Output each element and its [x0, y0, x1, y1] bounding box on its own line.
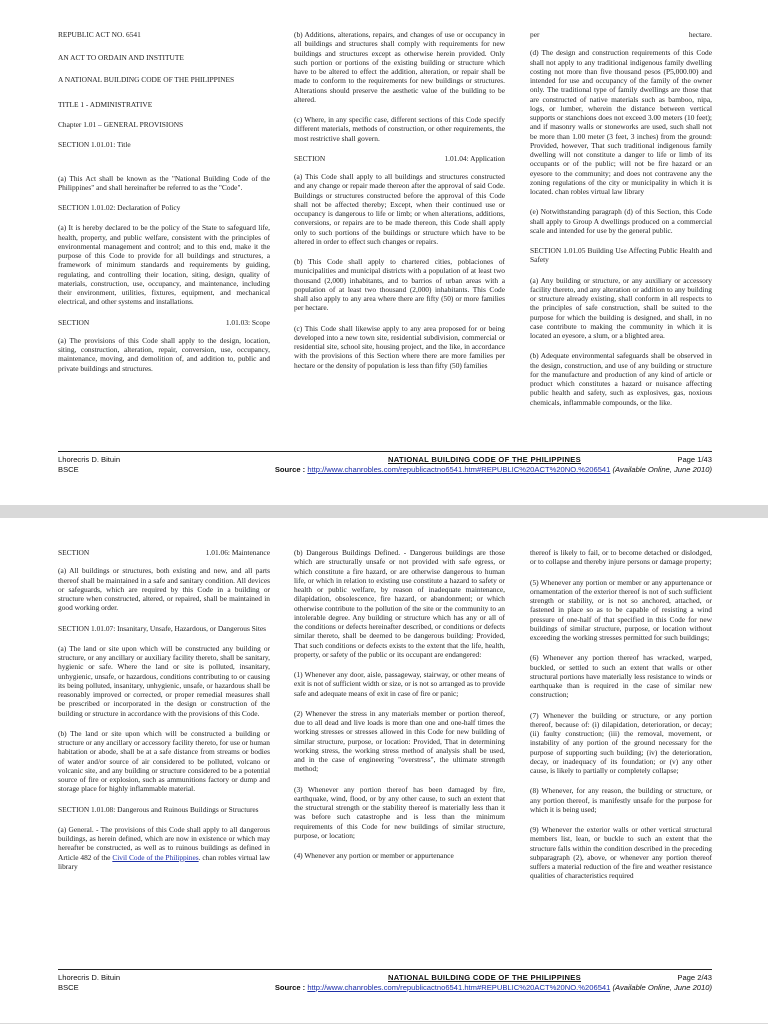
paragraph-text: . chan robles virtual law library [58, 852, 270, 871]
section-title: 1.01.04: Application [444, 153, 505, 163]
section-title: 1.01.06: Maintenance [205, 548, 270, 557]
section-label: SECTION [294, 153, 326, 163]
page1-column-2 [294, 30, 505, 377]
paragraph: (b) The land or site upon which will be constructed a building or structure or any ancillary or accessory facility thereto, for use or human habitation or abode, shall be at a safe distance from streams or bodies of water and/or source of air considered to be polluted, volcano or volcanic site, and any building or structure considered to be a potential source of fire or explosion, such as ammunitions factory or dump and storage place for highly inflammable material. [58, 728, 270, 794]
section-heading: SECTION 1.01.01: Title [58, 140, 131, 150]
source-link[interactable]: http://www.chanrobles.com/republicactno6541.htm#REPUBLIC%20ACT%20NO.%206541 [307, 983, 611, 992]
page2-column-3 [530, 548, 712, 888]
footer-source [275, 465, 712, 475]
source-link[interactable]: http://www.chanrobles.com/republicactno6541.htm#REPUBLIC%20ACT%20NO.%206541 [307, 465, 611, 474]
title-heading: TITLE 1 - ADMINISTRATIVE [58, 99, 153, 109]
chapter-heading: Chapter 1.01 – GENERAL PROVISIONS [58, 120, 184, 129]
footer-document-title: NATIONAL BUILDING CODE OF THE PHILIPPINES [388, 455, 582, 464]
paragraph: (a) This Code shall apply to all buildings and structures constructed and any change or repair made thereon after the approval of said Code. Buildings or structures constructed before the approval of this Code shall not be affected thereby; Except, when their continued use or occupancy is dangerous to life or limb; or when alterations, additions, conversions, or repairs are to be made thereon, this Code shall apply only to such portions of the buildings or structure which have to be altered in order to effect such changes or repairs. [294, 172, 505, 246]
civil-code-link[interactable]: Civil Code of the Philippines [112, 852, 199, 862]
paragraph: (3) Whenever any portion thereof has been damaged by fire, earthquake, wind, flood, or by any other cause, to such an extent that the structural strength or the stability thereof is materially less than it was before such catastrophe and is less than the minimum requirements of this Code for new buildings of similar structure, purpose, or location; [294, 784, 505, 840]
source-label: Source : [274, 983, 308, 992]
paragraph: (9) Whenever the exterior walls or other vertical structural members list, lean, or buckle to such an extent that the structure falls within the condition described in the preceding subparagraph (2), above, or whenever any portion thereof suffers a material reduction of the fire and weather resistance qualities of characteristics required [530, 825, 712, 881]
paragraph: (b) Dangerous Buildings Defined. - Dangerous buildings are those which are structurally unsafe or not provided with safe egress, or which constitute a fire hazard, or are otherwise dangerous to human life, or which in relation to existing use constitute a hazard to safety or health or public welfare, by reason of inadequate maintenance, dilapidation, obsolescence, fire hazard, or abandonment; or which otherwise contribute to the pollution of the site or the community to an intolerable degree. Any building or structure which has any or all of the conditions or defects hereinafter described, or conditions or defects similar thereto, shall be deemed to be dangerous building: Provided, That such conditions or defects exists to the extent that the life, health, property, or safety of the public or its occupant are endangered: [294, 548, 505, 659]
paragraph: (4) Whenever any portion or member or appurtenance [294, 851, 454, 860]
paragraph: (2) Whenever the stress in any materials member or portion thereof, due to all dead and live loads is more than one and one-half times the working stresses or stresses allowed in this Code for new building of similar structure, purpose, or location: Provided, That in determining working stress, the working stress method of analysis shall be used, and in the case of engineering "overstress", the ultimate strength method; [294, 708, 505, 774]
paragraph: (a) The land or site upon which will be constructed any building or structure, or any ancillary or auxiliary facility thereto, shall be sanitary, hygienic or safe. Where the land or site is polluted, insanitary, unhygienic, unsafe, or hazardous, conditions contributing to or causing its being polluted, insanitary, unhygienic, unsafe, or hazardous shall be reasonably improved or corrected, or proper remedial measures shall be prescribed or incorporated in the design or construction of the building or structure in accordance with the provisions of this Code. [58, 643, 270, 718]
footer-author: Lhorecris D. Bituin [58, 455, 121, 464]
act-number: REPUBLIC ACT NO. 6541 [58, 30, 141, 39]
section-heading: SECTION 1.01.08: Dangerous and Ruinous Buildings or Structures [58, 804, 259, 814]
section-heading [58, 318, 270, 327]
paragraph: (b) Adequate environmental safeguards shall be observed in the design, construction, and use of any building or structure for the manufacture and production of any kind of article or product which constitutes a hazard or nuisance affecting public health and safety, such as explosives, gas, noxious chemicals, inflammable compounds, or the like. [530, 351, 712, 407]
paragraph-text: (a) General. - The provisions of this Code shall apply to all dangerous buildings, as herein defined, which are now in existence or which may hereafter be constructed, as well as to ruinous buildings as defined in Article 482 of the [58, 824, 270, 862]
paragraph: (6) Whenever any portion thereof has wracked, warped, buckled, or settled to such an extent that walls or other structural portions have materially less resistance to winds or earthquake than is required in the case of similar new construction; [530, 653, 712, 700]
paragraph: (e) Notwithstanding paragraph (d) of this Section, this Code shall apply to Group A dwellings produced on a commercial scale and intended for use by the general public. [530, 207, 712, 235]
paragraph: (b) This Code shall apply to chartered cities, poblaciones of municipalities and municipal districts with a population of at least two thousand (2,000) inhabitants, and to barrios of urban areas with a population of at least two thousand (2,000) inhabitants. This Code shall also apply to any area where there are fifty (50) or more families per hectare. [294, 257, 505, 313]
paragraph: (b) Additions, alterations, repairs, and changes of use or occupancy in all buildings and structures shall comply with requirements for new buildings and structures except as otherwise herein provided. Only such portion or portions of the existing building or structure which have to be altered to effect the addition, alteration, or repair shall be made to conform to the requirements for new buildings or structures. Alterations should preserve the aesthetic value of the building to be altered. [294, 30, 505, 104]
source-label: Source : [274, 465, 308, 474]
act-title-line-2: A NATIONAL BUILDING CODE OF THE PHILIPPINES [58, 74, 235, 84]
page-number: Page 1/43 [677, 455, 712, 464]
paragraph: (a) This Act shall be known as the "National Building Code of the Philippines" and shall hereinafter be referred to as the "Code". [58, 173, 270, 192]
page2-column-1 [58, 548, 270, 878]
section-heading: SECTION 1.01.02: Declaration of Policy [58, 203, 181, 212]
document-page-2 [0, 518, 768, 1023]
footer-course: BSCE [58, 465, 79, 474]
footer-course: BSCE [58, 983, 79, 992]
section-heading [58, 548, 270, 557]
footer-rule [58, 451, 712, 452]
section-label: SECTION [58, 548, 90, 557]
paragraph: (7) Whenever the building or structure, or any portion thereof, because of: (i) dilapidation, deterioration, or decay; (ii) faulty construction; (iii) the removal, movement, or instability of any portion of the ground necessary for the purpose of supporting such building; (iv) the deterioration, decay, or inadequacy of its foundation; or (v) any other cause, is likely to partially or completely collapse; [530, 710, 712, 775]
section-label: SECTION [58, 317, 90, 327]
page1-column-1 [58, 30, 270, 380]
availability-note: (Available Online, June 2010) [610, 465, 712, 474]
paragraph: (1) Whenever any door, aisle, passageway, stairway, or other means of exit is not of sufficient width or size, or is not so arranged as to provide safe and adequate means of exit in case of fire or panic; [294, 670, 505, 698]
footer-document-title: NATIONAL BUILDING CODE OF THE PHILIPPINES [388, 973, 582, 982]
paragraph: (a) All buildings or structures, both existing and new, and all parts thereof shall be maintained in a safe and sanitary condition. All devices or safeguards, which are required by this Code in a building or structure when constructed, altered, or repaired, shall be maintained in good working order. [58, 566, 270, 613]
paragraph: thereof is likely to fail, or to become detached or dislodged, or to collapse and thereby injure persons or damage property; [530, 548, 712, 567]
footer-source [275, 983, 712, 993]
paragraph: (d) The design and construction requirements of this Code shall not apply to any traditional indigenous family dwelling costing not more than five thousand pesos (P5,000.00) and intended for use and occupancy of the family of the owner only. The traditional type of family dwellings are those that are constructed of native materials such as bamboo, nipa, logs, or lumber, wherein the distance between vertical supports or stanchions does not exceed 3.00 meters (10 feet); and if masonry walls or stoneworks are used, such shall not be more than 1.00 meter (3 feet, 3 inches) from the ground: Provided, however, That such traditional indigenous family dwelling will not constitute a danger to life or limb of its occupants or of the public; will not be fire hazard or an eyesore to the community; and does not contravene any the zoning regulations of the city or municipality in which it is located. chan robles virtual law library [530, 48, 712, 196]
continued-word: hectare. [688, 30, 712, 39]
paragraph: (5) Whenever any portion or member or any appurtenance or ornamentation of the exterior thereof is not of such sufficient strength or stability, or is not so anchored, attached, or fastened in place so as to be capable of resisting a wind pressure of one-half of that specified in this Code for new buildings of similar structure, purpose, or location without exceeding the working stresses permitted for such buildings; [530, 577, 712, 642]
act-title-line-1: AN ACT TO ORDAIN AND INSTITUTE [58, 53, 184, 63]
page1-column-3 [530, 30, 712, 414]
section-title: 1.01.03: Scope [225, 317, 270, 327]
section-heading [294, 154, 505, 163]
paragraph: (a) Any building or structure, or any auxiliary or accessory facility thereto, and any alteration or addition to any building or structure already existing, shall conform in all respects to the principles of safe construction, shall be suited to the purpose for which the building is designed, and shall, in no case contribute to making the community in which it is located an eyesore, a slum, or a blighted area. [530, 275, 712, 340]
continued-line [530, 30, 712, 39]
footer-rule [58, 969, 712, 970]
paragraph: (a) The provisions of this Code shall apply to the design, location, siting, construction, alteration, repair, conversion, use, occupancy, maintenance, moving, and demolition of, and addition to, public and private buildings and structures. [58, 335, 270, 373]
section-heading: SECTION 1.01.07: Insanitary, Unsafe, Hazardous, or Dangerous Sites [58, 623, 267, 633]
document-page-1 [0, 0, 768, 505]
paragraph: (c) Where, in any specific case, different sections of this Code specify different materials, methods of construction, or other requirements, the most restrictive shall govern. [294, 115, 505, 143]
section-heading: SECTION 1.01.05 Building Use Affecting Public Health and Safety [530, 246, 712, 265]
paragraph [58, 825, 270, 871]
footer-author: Lhorecris D. Bituin [58, 973, 121, 982]
page-number: Page 2/43 [677, 973, 712, 982]
availability-note: (Available Online, June 2010) [610, 983, 712, 992]
paragraph: (c) This Code shall likewise apply to any area proposed for or being developed into a new town site, residential subdivision, commercial or residential site, school site, housing project, and the like, in accordance with the provisions of this Section where there are more families per hectare or the density of population is less than fifty (50) families [294, 323, 505, 370]
page2-column-2 [294, 548, 505, 867]
paragraph: (8) Whenever, for any reason, the building or structure, or any portion thereof, is manifestly unsafe for the purpose for which it is being used; [530, 786, 712, 814]
paragraph: (a) It is hereby declared to be the policy of the State to safeguard life, health, property, and public welfare, consistent with the principles of environmental management and control; and to this end, make it the purpose of this Code to provide for all buildings and structures, a framework of minimum standards and requirements by guiding, regulating, and controlling their location, siting, design, quality of materials, construction, use, occupancy, and maintenance, including their environment, utilities, fixtures, equipment, and mechanical electrical, and other systems and installations. [58, 223, 270, 307]
continued-word: per [530, 30, 540, 39]
